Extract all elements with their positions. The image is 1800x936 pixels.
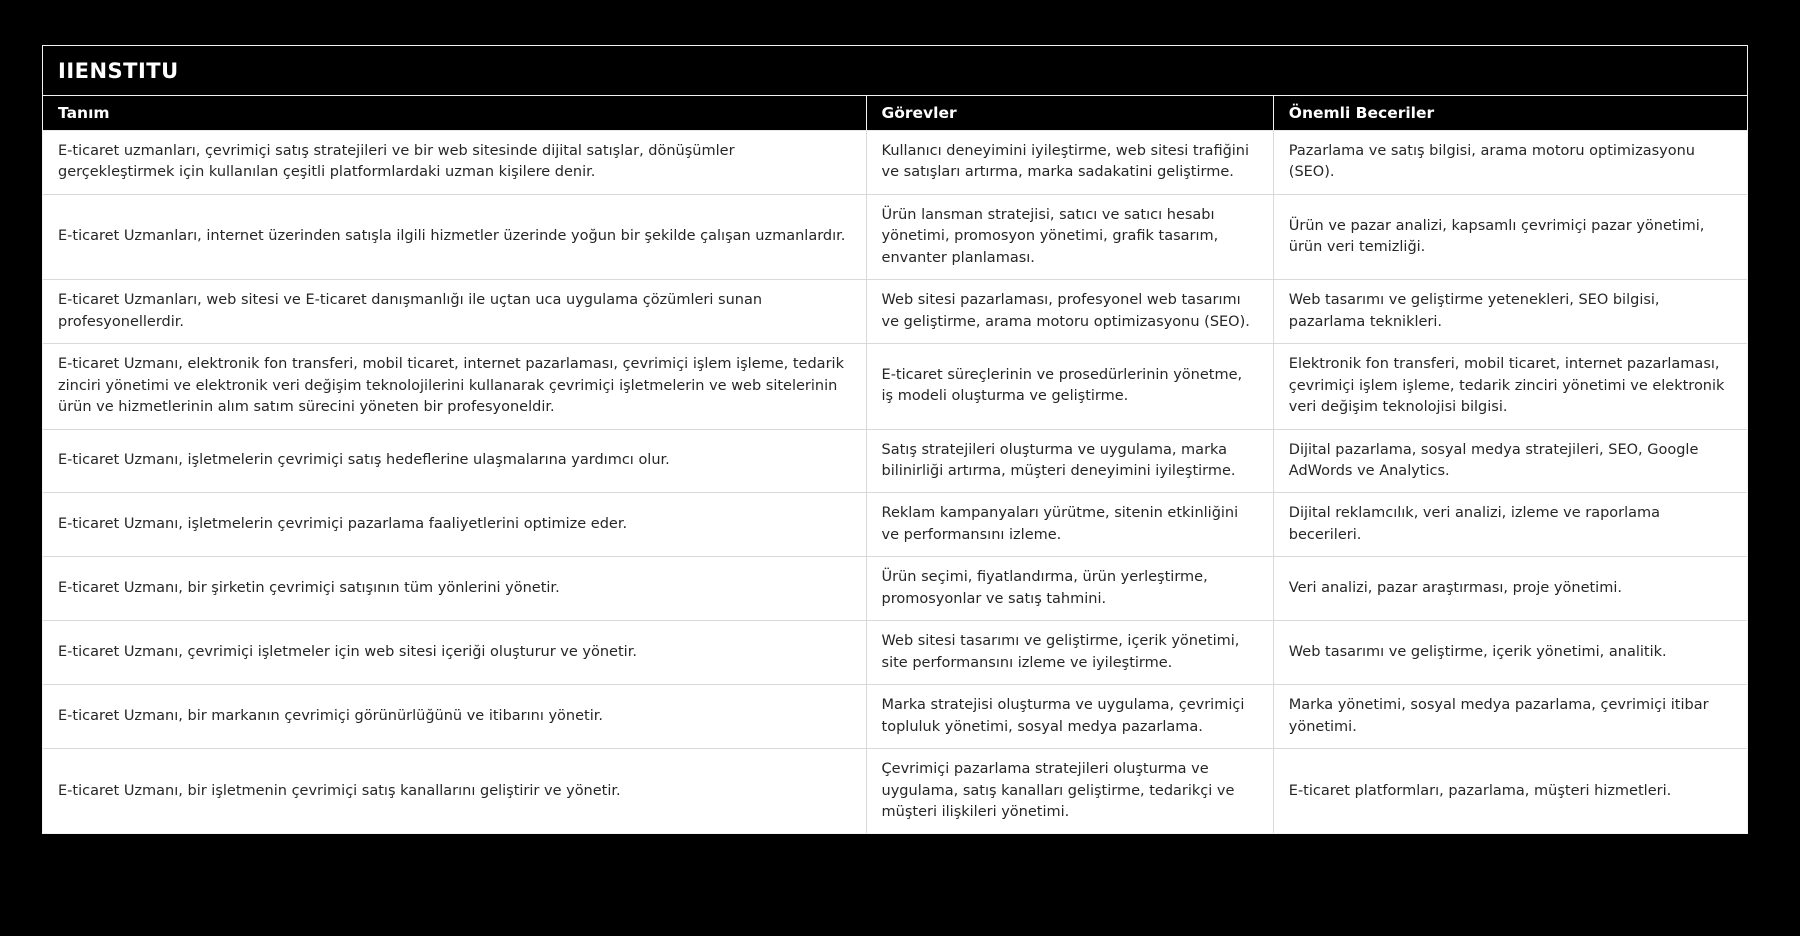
cell-beceriler: Pazarlama ve satış bilgisi, arama motoru optimizasyonu (SEO). xyxy=(1273,131,1747,195)
cell-beceriler: Dijital pazarlama, sosyal medya stratejileri, SEO, Google AdWords ve Analytics. xyxy=(1273,429,1747,493)
table-row xyxy=(43,280,1747,344)
column-header-onemli-beceriler: Önemli Beceriler xyxy=(1273,96,1747,131)
cell-tanim: E-ticaret Uzmanları, internet üzerinden satışla ilgili hizmetler üzerinde yoğun bir şekilde çalışan uzmanlardır. xyxy=(43,194,866,279)
cell-tanim: E-ticaret uzmanları, çevrimiçi satış stratejileri ve bir web sitesinde dijital satışlar, dönüşümler gerçekleştirmek için kullanılan çeşitli platformlardaki uzman kişilere denir. xyxy=(43,131,866,195)
column-header-gorevler: Görevler xyxy=(866,96,1273,131)
cell-beceriler: Dijital reklamcılık, veri analizi, izleme ve raporlama becerileri. xyxy=(1273,493,1747,557)
cell-gorevler: Web sitesi tasarımı ve geliştirme, içerik yönetimi, site performansını izleme ve iyileştirme. xyxy=(866,621,1273,685)
cell-beceriler: Veri analizi, pazar araştırması, proje yönetimi. xyxy=(1273,557,1747,621)
table-row xyxy=(43,131,1747,195)
table-row xyxy=(43,621,1747,685)
cell-tanim: E-ticaret Uzmanı, işletmelerin çevrimiçi satış hedeflerine ulaşmalarına yardımcı olur. xyxy=(43,429,866,493)
cell-gorevler: Ürün lansman stratejisi, satıcı ve satıcı hesabı yönetimi, promosyon yönetimi, grafik tasarım, envanter planlaması. xyxy=(866,194,1273,279)
cell-beceriler: Web tasarımı ve geliştirme yetenekleri, SEO bilgisi, pazarlama teknikleri. xyxy=(1273,280,1747,344)
cell-beceriler: E-ticaret platformları, pazarlama, müşteri hizmetleri. xyxy=(1273,749,1747,834)
table-title: IIENSTITU xyxy=(43,46,1747,96)
column-header-tanim: Tanım xyxy=(43,96,866,131)
cell-gorevler: Çevrimiçi pazarlama stratejileri oluşturma ve uygulama, satış kanalları geliştirme, tedarikçi ve müşteri ilişkileri yönetimi. xyxy=(866,749,1273,834)
table-row xyxy=(43,194,1747,279)
table-row xyxy=(43,685,1747,749)
table-row xyxy=(43,749,1747,834)
cell-gorevler: Marka stratejisi oluşturma ve uygulama, çevrimiçi topluluk yönetimi, sosyal medya pazarlama. xyxy=(866,685,1273,749)
iienstitu-table-panel xyxy=(42,45,1748,834)
table-row xyxy=(43,557,1747,621)
cell-beceriler: Ürün ve pazar analizi, kapsamlı çevrimiçi pazar yönetimi, ürün veri temizliği. xyxy=(1273,194,1747,279)
column-header-row xyxy=(43,96,1747,131)
cell-gorevler: Ürün seçimi, fiyatlandırma, ürün yerleştirme, promosyonlar ve satış tahmini. xyxy=(866,557,1273,621)
cell-gorevler: Web sitesi pazarlaması, profesyonel web tasarımı ve geliştirme, arama motoru optimizasyonu (SEO). xyxy=(866,280,1273,344)
table-row xyxy=(43,429,1747,493)
cell-beceriler: Elektronik fon transferi, mobil ticaret, internet pazarlaması, çevrimiçi işlem işleme, tedarik zinciri yönetimi ve elektronik veri değişim teknolojisi bilgisi. xyxy=(1273,344,1747,429)
cell-beceriler: Web tasarımı ve geliştirme, içerik yönetimi, analitik. xyxy=(1273,621,1747,685)
cell-tanim: E-ticaret Uzmanı, işletmelerin çevrimiçi pazarlama faaliyetlerini optimize eder. xyxy=(43,493,866,557)
cell-gorevler: Kullanıcı deneyimini iyileştirme, web sitesi trafiğini ve satışları artırma, marka sadakatini geliştirme. xyxy=(866,131,1273,195)
cell-gorevler: E-ticaret süreçlerinin ve prosedürlerinin yönetme, iş modeli oluşturma ve geliştirme. xyxy=(866,344,1273,429)
cell-beceriler: Marka yönetimi, sosyal medya pazarlama, çevrimiçi itibar yönetimi. xyxy=(1273,685,1747,749)
roles-table xyxy=(43,96,1747,833)
cell-tanim: E-ticaret Uzmanı, bir markanın çevrimiçi görünürlüğünü ve itibarını yönetir. xyxy=(43,685,866,749)
cell-gorevler: Satış stratejileri oluşturma ve uygulama, marka bilinirliği artırma, müşteri deneyimini iyileştirme. xyxy=(866,429,1273,493)
table-row xyxy=(43,344,1747,429)
cell-tanim: E-ticaret Uzmanı, bir şirketin çevrimiçi satışının tüm yönlerini yönetir. xyxy=(43,557,866,621)
cell-tanim: E-ticaret Uzmanı, bir işletmenin çevrimiçi satış kanallarını geliştirir ve yönetir. xyxy=(43,749,866,834)
cell-gorevler: Reklam kampanyaları yürütme, sitenin etkinliğini ve performansını izleme. xyxy=(866,493,1273,557)
cell-tanim: E-ticaret Uzmanları, web sitesi ve E-ticaret danışmanlığı ile uçtan uca uygulama çözümleri sunan profesyonellerdir. xyxy=(43,280,866,344)
table-row xyxy=(43,493,1747,557)
cell-tanim: E-ticaret Uzmanı, çevrimiçi işletmeler için web sitesi içeriği oluşturur ve yönetir. xyxy=(43,621,866,685)
cell-tanim: E-ticaret Uzmanı, elektronik fon transferi, mobil ticaret, internet pazarlaması, çevrimiçi işlem işleme, tedarik zinciri yönetimi ve elektronik veri değişim teknolojilerini kullanarak çevrimiçi işletmelerin ve web sitelerinin ürün ve hizmetlerinin alım satım sürecini yöneten bir profesyoneldir. xyxy=(43,344,866,429)
